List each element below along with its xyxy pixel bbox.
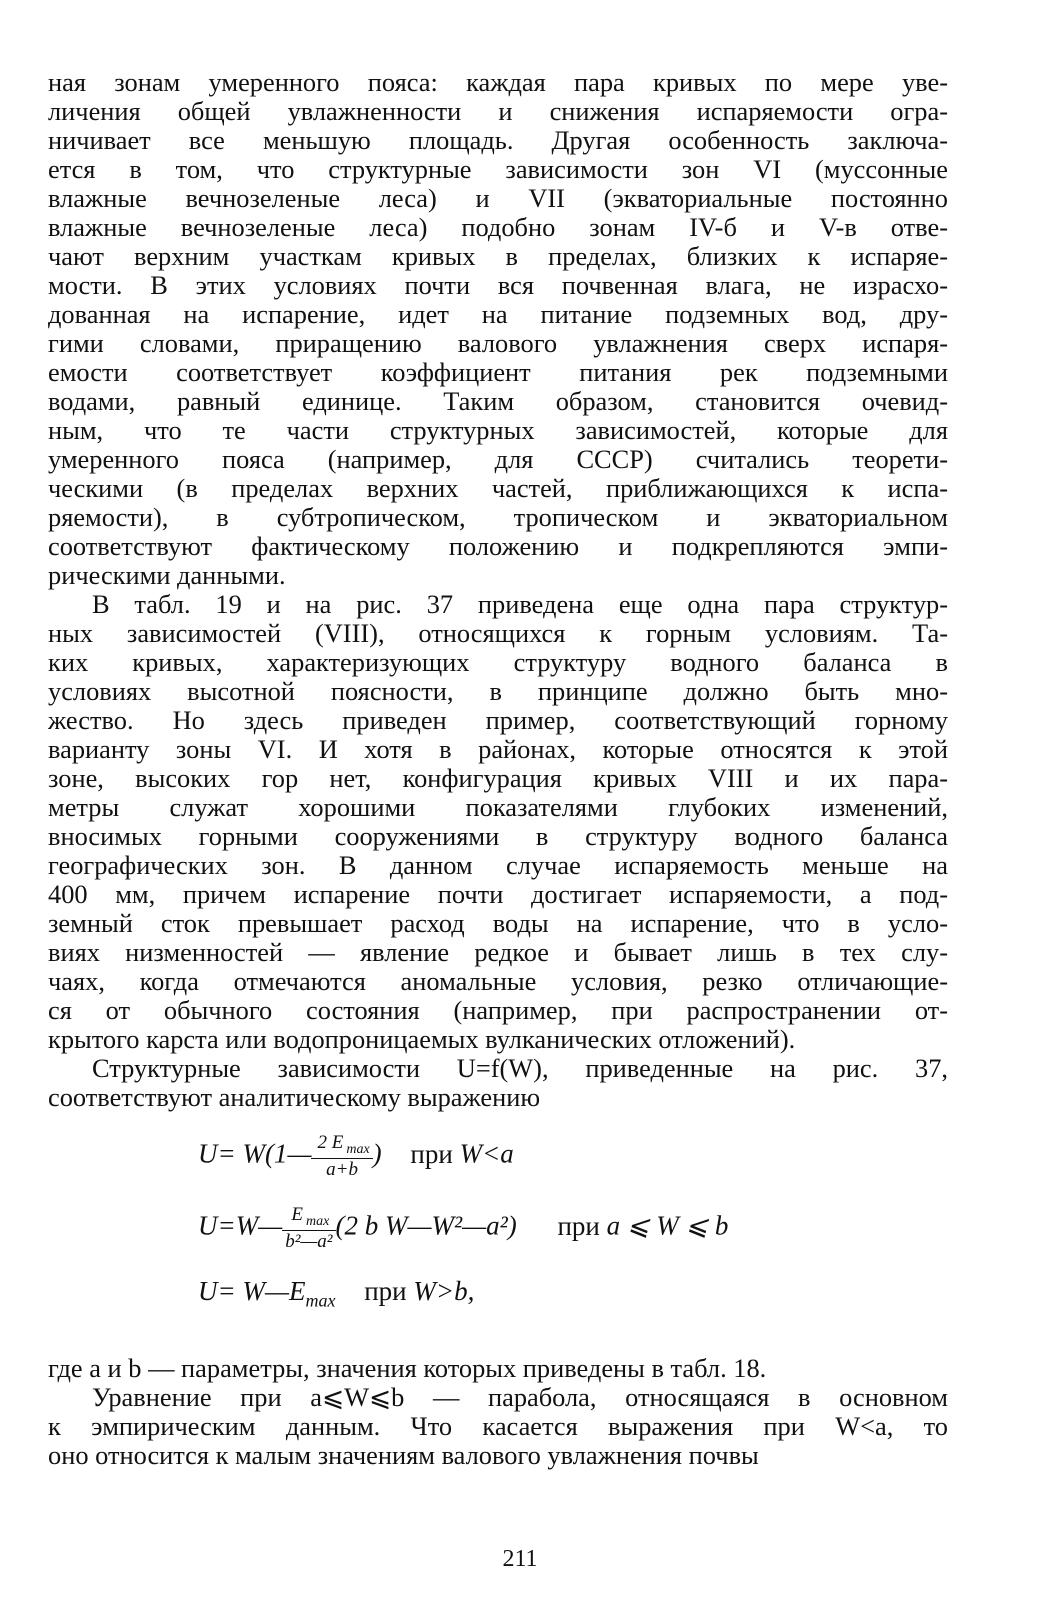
text-line: метры служат хорошими показателями глубоких изменений, (48, 793, 948, 822)
text-line: где a и b — параметры, значения которых приведены в табл. 18. (48, 1354, 767, 1383)
fraction: $\frac{E _{max}}{\text{b²—a²}}$ (282, 1204, 335, 1253)
text-line: ческими (в пределах верхних частей, приближающихся к испа- (48, 474, 948, 503)
text-line: виях низменностей — явление редкое и бывает лишь в тех слу- (48, 938, 948, 967)
text-line: зоне, высоких гор нет, конфигурация кривых VIII и их пара- (48, 764, 948, 793)
text-line: чают верхним участкам кривых в пределах, близких к испаряе- (48, 242, 948, 271)
text-line: ным, что те части структурных зависимостей, которые для (48, 416, 948, 445)
text-line: ных зависимостей (VIII), относящихся к горным условиям. Та- (48, 619, 948, 648)
text-line: географических зон. В данном случае испаряемость меньше на (48, 851, 948, 880)
text-line: соответствуют фактическому положению и подкрепляются эмпи- (48, 532, 948, 561)
text-line: ся от обычного состояния (например, при распространении от- (48, 996, 948, 1025)
text-line: умеренного пояса (например, для СССР) считались теорети- (48, 445, 948, 474)
text-line: ется в том, что структурные зависимости зон VI (муссонные (48, 155, 948, 184)
text-line: условиях высотной поясности, в принципе должно быть мно- (48, 677, 948, 706)
text-line: жество. Но здесь приведен пример, соответствующий горному (48, 706, 948, 735)
paragraph-mountain (48, 590, 948, 1054)
text-line: рическими данными. (48, 561, 286, 590)
page-number: 211 (502, 1546, 538, 1572)
text-line: дованная на испарение, идет на питание подземных вод, дру- (48, 300, 948, 329)
text-line: Уравнение при a⩽W⩽b — парабола, относящаяся в основном (92, 1383, 948, 1412)
text-line: емости соответствует коэффициент питания рек подземными (48, 358, 948, 387)
formula-3: $U= W—E_{max}$ при W>b, (198, 1276, 475, 1311)
text-line: чаях, когда отмечаются аномальные условия, резко отличающие- (48, 967, 948, 996)
paragraph-parameters (48, 1354, 948, 1383)
text-line: крытого карста или водопроницаемых вулканических отложений). (48, 1025, 796, 1054)
text-line: ничивает все меньшую площадь. Другая особенность заключа- (48, 126, 948, 155)
text-line: 400 мм, причем испарение почти достигает испаряемости, а под- (48, 880, 948, 909)
text-line: ная зонам умеренного пояса: каждая пара кривых по мере уве- (48, 68, 948, 97)
page-body (48, 68, 948, 1470)
text-line: водами, равный единице. Таким образом, становится очевид- (48, 387, 948, 416)
formula-block (48, 1126, 948, 1348)
text-line: мости. В этих условиях почти вся почвенная влага, не израсхо- (48, 271, 948, 300)
formula-1: U= W(1— $\frac{2 E _{max}}{a+b}$ ) при W<a (198, 1132, 514, 1180)
paragraph-parabola (48, 1383, 948, 1470)
text-line: варианту зоны VI. И хотя в районах, которые относятся к этой (48, 735, 948, 764)
text-line: вносимых горными сооружениями в структуру водного баланса (48, 822, 948, 851)
text-line: влажные вечнозеленые леса) подобно зонам IV-б и V-в отве- (48, 213, 948, 242)
text-line: к эмпирическим данным. Что касается выражения при W<a, то (48, 1412, 948, 1441)
formula-2: U=W— $\frac{E _{max}}{\text{b²—a²}}$ (2 b W—W²—a²) при a ⩽ W ⩽ b (198, 1204, 729, 1252)
fraction: $\frac{2 E _{max}}{a+b}$ (311, 1132, 372, 1181)
text-line: гими словами, приращению валового увлажнения сверх испаря- (48, 329, 948, 358)
paragraph-zones (48, 68, 948, 590)
text-line: оно относится к малым значениям валового увлажнения почвы (48, 1441, 759, 1470)
text-line: влажные вечнозеленые леса) и VII (экваториальные постоянно (48, 184, 948, 213)
text-line: ряемости), в субтропическом, тропическом и экваториальном (48, 503, 948, 532)
text-line: соответствуют аналитическому выражению (48, 1083, 541, 1112)
text-line: земный сток превышает расход воды на испарение, что в усло- (48, 909, 948, 938)
text-line: личения общей увлажненности и снижения испаряемости огра- (48, 97, 948, 126)
paragraph-structural (48, 1054, 948, 1112)
text-line: Структурные зависимости U=f(W), приведенные на рис. 37, (92, 1054, 948, 1083)
text-line: ких кривых, характеризующих структуру водного баланса в (48, 648, 948, 677)
text-line: В табл. 19 и на рис. 37 приведена еще одна пара структур- (92, 590, 948, 619)
